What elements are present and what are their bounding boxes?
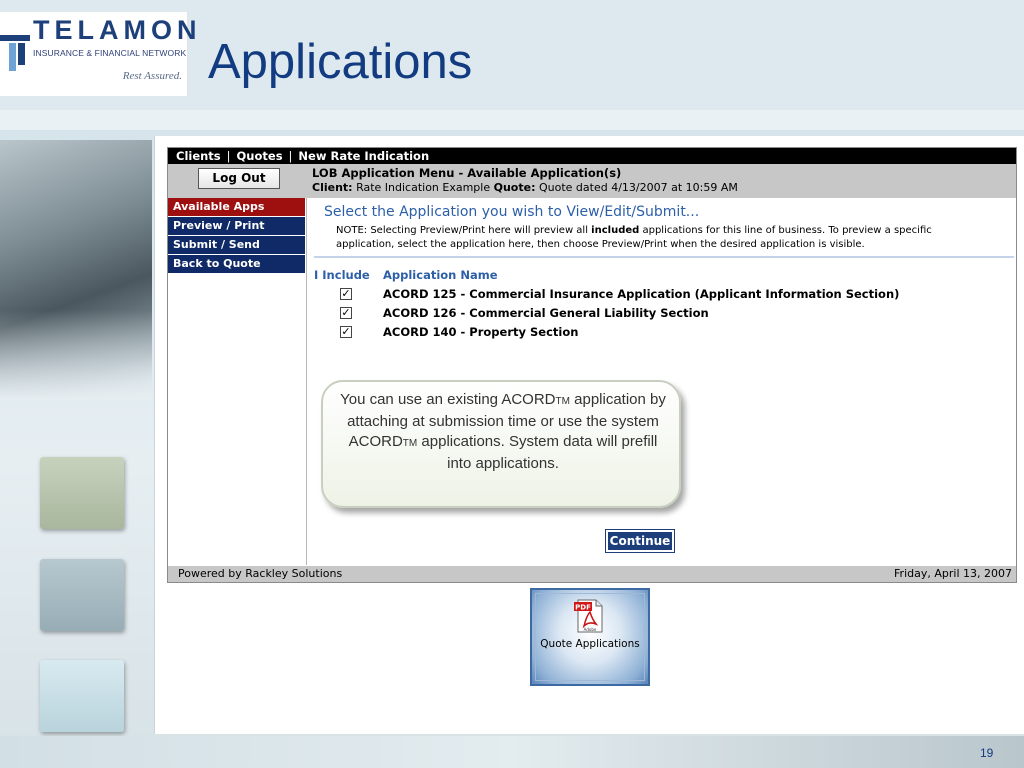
note-text: [336, 224, 976, 252]
section-divider: [314, 256, 1014, 258]
telamon-logo: [0, 12, 202, 96]
sidebar-item-available-apps[interactable]: Available Apps: [168, 198, 305, 217]
footer-powered-by: Powered by Rackley Solutions: [178, 567, 343, 580]
footer-date: Friday, April 13, 2007: [894, 567, 1012, 580]
logo-tagline: Rest Assured.: [122, 70, 182, 82]
quote-label: Quote:: [493, 181, 536, 194]
trademark-mark: TM: [555, 396, 570, 407]
app-window: [167, 147, 1017, 583]
attachment-label: Quote Applications: [540, 638, 640, 650]
column-header-include: I Include: [314, 268, 370, 282]
callout-bubble: [321, 380, 681, 508]
screenshot-panel: [154, 136, 1024, 734]
logout-button[interactable]: Log Out: [198, 168, 280, 189]
callout-part: applications. System data will prefill into applications.: [417, 433, 658, 472]
client-value: Rate Indication Example: [356, 181, 491, 194]
logo-mark-icon: [0, 29, 30, 71]
app-footer: [168, 566, 1016, 582]
application-row: [340, 305, 990, 323]
nav-quotes-link[interactable]: Quotes: [236, 149, 283, 163]
client-quote-line: [312, 181, 738, 194]
nav-new-rate-link[interactable]: New Rate Indication: [298, 149, 430, 163]
sidebar-item-submit-send[interactable]: Submit / Send: [168, 236, 305, 255]
decorative-square: [40, 660, 124, 732]
include-checkbox[interactable]: ✓: [341, 306, 351, 319]
pdf-file-icon: [572, 598, 606, 634]
column-header-name: Application Name: [383, 268, 498, 282]
application-name: ACORD 126 - Commercial General Liability Section: [383, 306, 709, 320]
page-number: 19: [980, 746, 994, 760]
client-label: Client:: [312, 181, 353, 194]
decorative-square: [40, 457, 124, 529]
callout-part: You can use an existing ACORD: [340, 391, 556, 408]
logo-wordmark: TELAMON: [33, 15, 202, 45]
top-nav: [168, 148, 1016, 164]
include-checkbox[interactable]: ✓: [341, 325, 351, 338]
sidebar-item-back-to-quote[interactable]: Back to Quote: [168, 255, 305, 274]
slide-header: [0, 0, 1024, 110]
section-heading: Select the Application you wish to View/Edit/Submit...: [324, 204, 700, 220]
quote-value: Quote dated 4/13/2007 at 10:59 AM: [538, 181, 738, 194]
nav-separator: |: [288, 149, 293, 163]
callout-part: application by attaching at submission time or use the system ACORD: [347, 391, 666, 450]
application-name: ACORD 125 - Commercial Insurance Application (Applicant Information Section): [383, 287, 900, 301]
nav-clients-link[interactable]: Clients: [176, 149, 221, 163]
trademark-mark: TM: [402, 438, 418, 449]
include-checkbox[interactable]: ✓: [341, 287, 351, 300]
note-emphasis: included: [591, 225, 640, 236]
nav-separator: |: [226, 149, 231, 163]
decorative-photo: [0, 140, 152, 400]
info-bar: [168, 164, 1016, 198]
logo-subtitle: INSURANCE & FINANCIAL NETWORK: [33, 48, 187, 58]
main-content: [314, 198, 1014, 565]
pdf-badge-text: PDF: [575, 603, 591, 612]
pdf-brand-text: Adobe: [583, 627, 597, 632]
callout-text: [335, 390, 671, 474]
note-part: NOTE: Selecting Preview/Print here will preview all: [336, 225, 592, 236]
slide-title: Applications: [208, 35, 473, 89]
application-row: [340, 286, 990, 304]
application-name: ACORD 140 - Property Section: [383, 325, 579, 339]
menu-title: LOB Application Menu - Available Application(s): [312, 166, 622, 180]
sidebar: [168, 198, 307, 565]
decorative-square: [40, 559, 124, 631]
sidebar-item-preview-print[interactable]: Preview / Print: [168, 217, 305, 236]
application-row: [340, 324, 990, 342]
quote-applications-attachment[interactable]: [530, 588, 650, 686]
continue-button[interactable]: Continue: [606, 530, 674, 552]
header-rule: [0, 110, 1024, 130]
footer-band: [0, 736, 1024, 768]
note-part: applications for this line of business. To preview a specific application, select the application here, then choose Preview/Print when the desired application is visible.: [336, 225, 932, 250]
